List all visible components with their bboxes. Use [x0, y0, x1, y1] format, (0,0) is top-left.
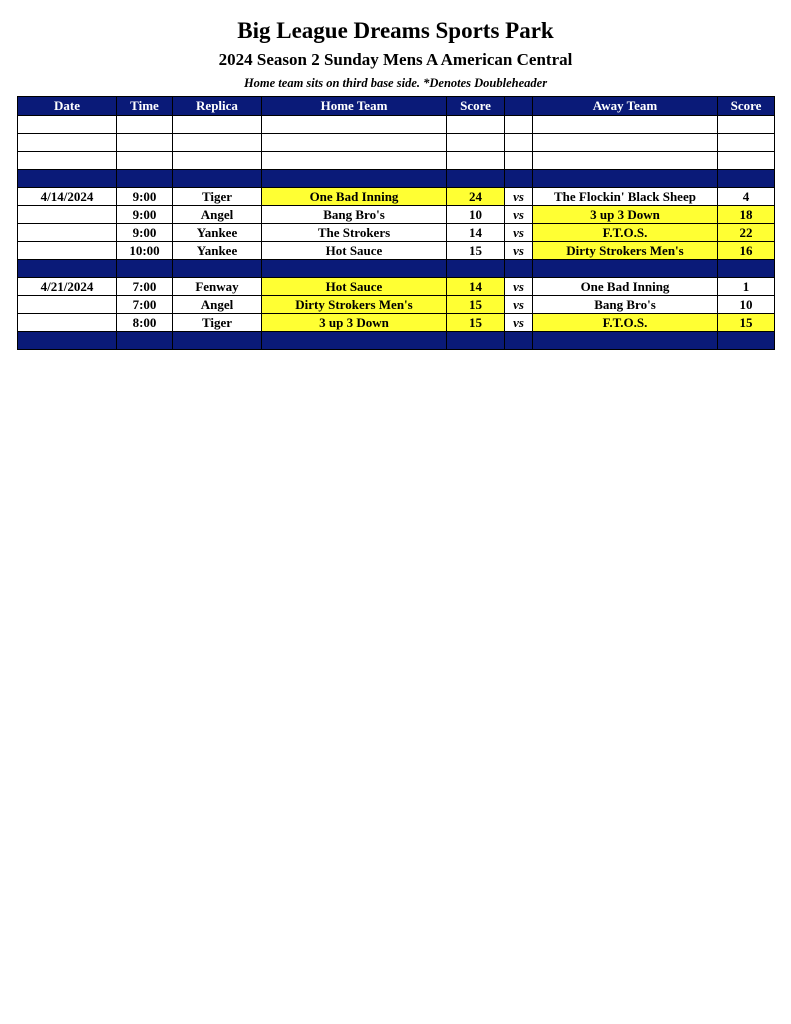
- sep-cell: [262, 332, 447, 350]
- vs-label: vs: [505, 206, 533, 224]
- away-team: Dirty Strokers Men's: [533, 242, 718, 260]
- sep-cell: [117, 260, 173, 278]
- blank-cell: [173, 152, 262, 170]
- game-replica: Tiger: [173, 314, 262, 332]
- blank-cell: [447, 152, 505, 170]
- blank-cell: [173, 134, 262, 152]
- blank-cell: [447, 116, 505, 134]
- schedule-table: [17, 96, 775, 350]
- sep-cell: [173, 332, 262, 350]
- sep-cell: [173, 170, 262, 188]
- away-score: 22: [718, 224, 775, 242]
- blank-cell: [718, 152, 775, 170]
- col-header-home-score: Score: [447, 97, 505, 116]
- page-subtitle: 2024 Season 2 Sunday Mens A American Central: [218, 50, 573, 69]
- sep-cell: [505, 170, 533, 188]
- col-header-vs: [505, 97, 533, 116]
- sep-cell: [18, 170, 117, 188]
- col-header-away-team: Away Team: [533, 97, 718, 116]
- home-team: One Bad Inning: [262, 188, 447, 206]
- home-score: 14: [447, 278, 505, 296]
- game-time: 7:00: [117, 296, 173, 314]
- sep-cell: [718, 170, 775, 188]
- sep-cell: [447, 332, 505, 350]
- vs-label: vs: [505, 188, 533, 206]
- sep-cell: [18, 332, 117, 350]
- blank-row: [18, 134, 775, 152]
- col-header-date: Date: [18, 97, 117, 116]
- game-row: [18, 278, 775, 296]
- game-date: [18, 314, 117, 332]
- blank-cell: [533, 116, 718, 134]
- blank-cell: [505, 152, 533, 170]
- game-replica: Fenway: [173, 278, 262, 296]
- vs-label: vs: [505, 278, 533, 296]
- away-score: 15: [718, 314, 775, 332]
- away-score: 16: [718, 242, 775, 260]
- home-score: 15: [447, 314, 505, 332]
- blank-row: [18, 152, 775, 170]
- sep-cell: [18, 260, 117, 278]
- game-row: [18, 206, 775, 224]
- game-replica: Angel: [173, 296, 262, 314]
- blank-cell: [505, 116, 533, 134]
- game-replica: Yankee: [173, 242, 262, 260]
- game-row: [18, 242, 775, 260]
- sep-cell: [718, 332, 775, 350]
- away-team: The Flockin' Black Sheep: [533, 188, 718, 206]
- blank-cell: [18, 152, 117, 170]
- vs-label: vs: [505, 224, 533, 242]
- vs-label: vs: [505, 314, 533, 332]
- sep-cell: [505, 260, 533, 278]
- game-replica: Angel: [173, 206, 262, 224]
- home-team: Hot Sauce: [262, 242, 447, 260]
- game-row: [18, 224, 775, 242]
- blank-cell: [117, 152, 173, 170]
- sep-cell: [533, 170, 718, 188]
- game-row: [18, 314, 775, 332]
- sep-cell: [505, 332, 533, 350]
- col-header-time: Time: [117, 97, 173, 116]
- game-row: [18, 188, 775, 206]
- blank-cell: [18, 116, 117, 134]
- col-header-away-score: Score: [718, 97, 775, 116]
- page-title: Big League Dreams Sports Park: [237, 18, 554, 43]
- blank-cell: [117, 116, 173, 134]
- sep-cell: [533, 332, 718, 350]
- home-score: 15: [447, 296, 505, 314]
- home-team: Hot Sauce: [262, 278, 447, 296]
- blank-cell: [447, 134, 505, 152]
- game-date: [18, 224, 117, 242]
- sep-cell: [117, 332, 173, 350]
- home-team: 3 up 3 Down: [262, 314, 447, 332]
- game-time: 9:00: [117, 224, 173, 242]
- separator-row: [18, 332, 775, 350]
- vs-label: vs: [505, 296, 533, 314]
- away-team: One Bad Inning: [533, 278, 718, 296]
- blank-cell: [533, 134, 718, 152]
- blank-cell: [18, 134, 117, 152]
- blank-cell: [718, 134, 775, 152]
- home-score: 15: [447, 242, 505, 260]
- blank-cell: [718, 116, 775, 134]
- game-time: 8:00: [117, 314, 173, 332]
- blank-cell: [262, 134, 447, 152]
- blank-row: [18, 116, 775, 134]
- col-header-home-team: Home Team: [262, 97, 447, 116]
- sep-cell: [173, 260, 262, 278]
- separator-row: [18, 260, 775, 278]
- home-team: The Strokers: [262, 224, 447, 242]
- game-time: 10:00: [117, 242, 173, 260]
- away-score: 10: [718, 296, 775, 314]
- home-score: 14: [447, 224, 505, 242]
- away-team: 3 up 3 Down: [533, 206, 718, 224]
- game-date: [18, 206, 117, 224]
- game-date: [18, 242, 117, 260]
- away-team: F.T.O.S.: [533, 314, 718, 332]
- sep-cell: [533, 260, 718, 278]
- blank-cell: [262, 116, 447, 134]
- blank-cell: [173, 116, 262, 134]
- game-date: 4/21/2024: [18, 278, 117, 296]
- game-date: [18, 296, 117, 314]
- sep-cell: [117, 170, 173, 188]
- home-team: Dirty Strokers Men's: [262, 296, 447, 314]
- sep-cell: [447, 260, 505, 278]
- game-time: 7:00: [117, 278, 173, 296]
- blank-cell: [262, 152, 447, 170]
- game-row: [18, 296, 775, 314]
- sep-cell: [447, 170, 505, 188]
- away-score: 4: [718, 188, 775, 206]
- col-header-replica: Replica: [173, 97, 262, 116]
- game-time: 9:00: [117, 188, 173, 206]
- home-team: Bang Bro's: [262, 206, 447, 224]
- home-score: 24: [447, 188, 505, 206]
- game-time: 9:00: [117, 206, 173, 224]
- away-team: F.T.O.S.: [533, 224, 718, 242]
- blank-cell: [505, 134, 533, 152]
- away-score: 18: [718, 206, 775, 224]
- blank-cell: [117, 134, 173, 152]
- sep-cell: [262, 170, 447, 188]
- game-date: 4/14/2024: [18, 188, 117, 206]
- schedule-note: Home team sits on third base side. *Denotes Doubleheader: [243, 76, 548, 90]
- sep-cell: [718, 260, 775, 278]
- vs-label: vs: [505, 242, 533, 260]
- game-replica: Yankee: [173, 224, 262, 242]
- separator-row: [18, 170, 775, 188]
- away-team: Bang Bro's: [533, 296, 718, 314]
- home-score: 10: [447, 206, 505, 224]
- sep-cell: [262, 260, 447, 278]
- blank-cell: [533, 152, 718, 170]
- game-replica: Tiger: [173, 188, 262, 206]
- away-score: 1: [718, 278, 775, 296]
- header-row: [18, 97, 775, 116]
